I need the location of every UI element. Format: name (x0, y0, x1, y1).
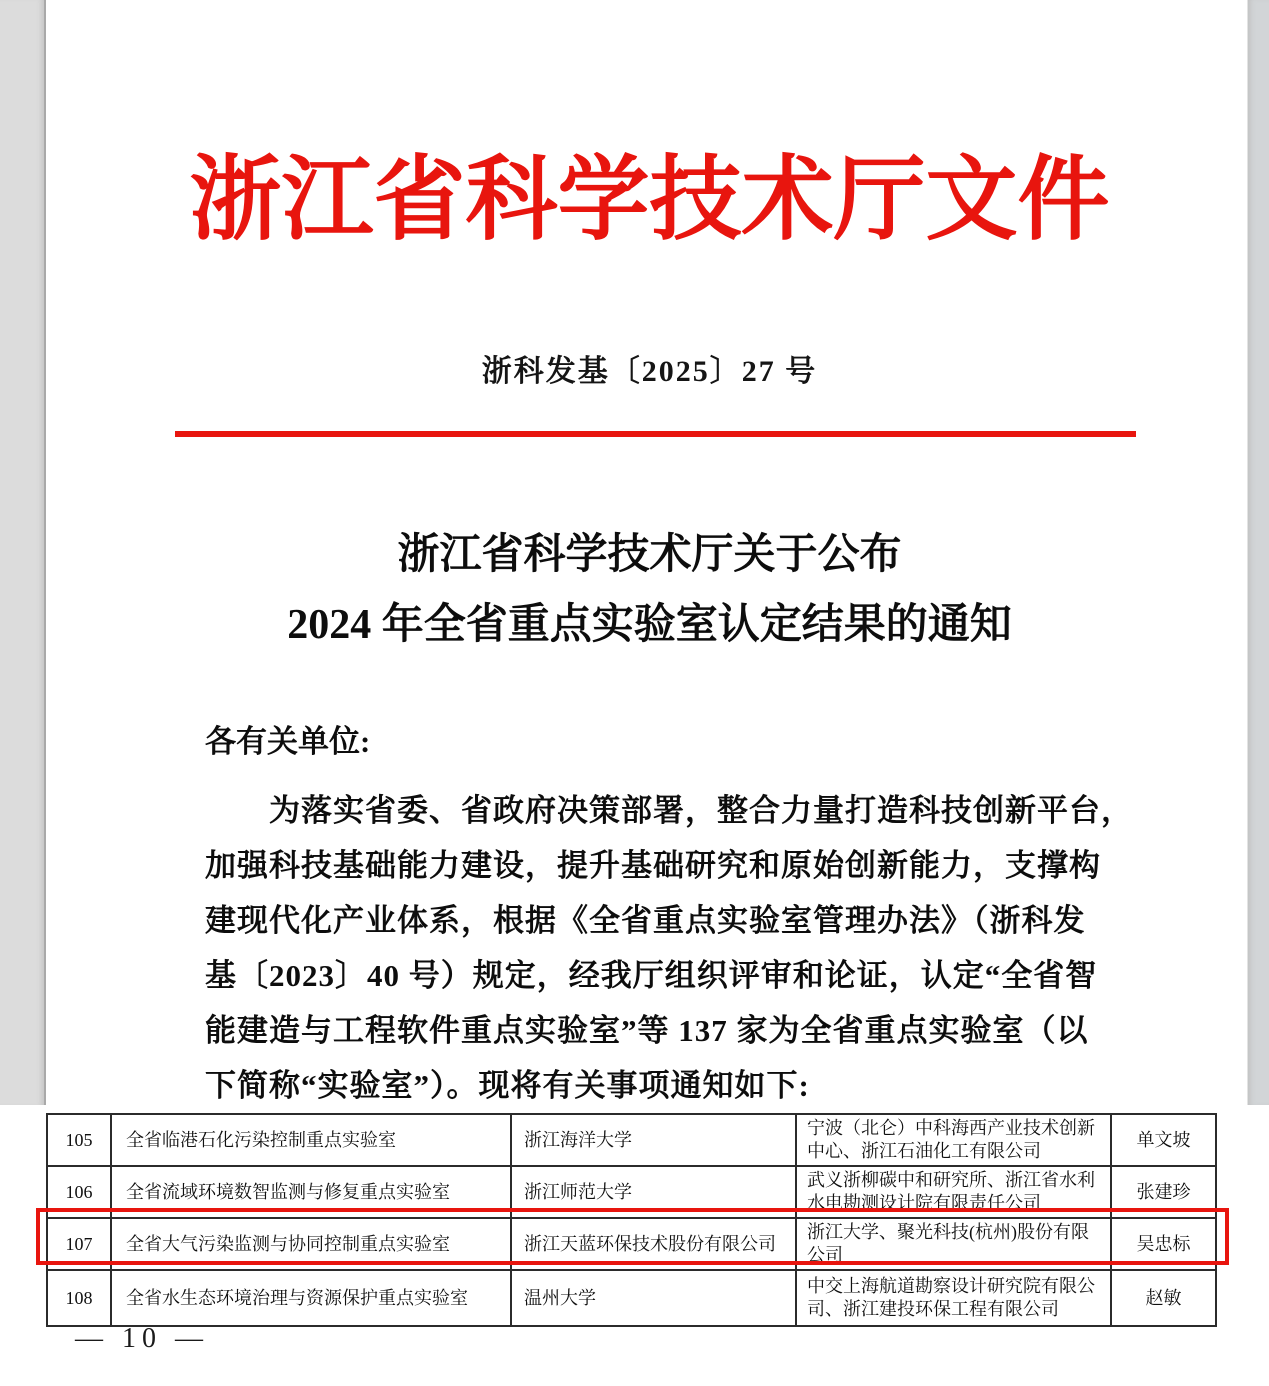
host-institution-cell: 浙江天蓝环保技术股份有限公司 (511, 1218, 796, 1270)
host-institution-cell: 温州大学 (511, 1270, 796, 1326)
partner-institutions-cell: 武义浙柳碳中和研究所、浙江省水利水电勘测设计院有限责任公司 (796, 1166, 1111, 1218)
page-left-scan-margin (0, 0, 46, 1105)
lab-name-cell: 全省流域环境数智监测与修复重点实验室 (111, 1166, 511, 1218)
partner-institutions-cell: 浙江大学、聚光科技(杭州)股份有限公司 (796, 1218, 1111, 1270)
partner-institutions-cell: 中交上海航道勘察设计研究院有限公司、浙江建投环保工程有限公司 (796, 1270, 1111, 1326)
director-name-cell: 赵敏 (1111, 1270, 1216, 1326)
notice-title (47, 520, 1252, 660)
lab-name-cell: 全省临港石化污染控制重点实验室 (111, 1114, 511, 1166)
document-letterhead-title: 浙江省科学技术厅文件 (189, 149, 1110, 251)
document-reference-number: 浙科发基〔2025〕27 号 (481, 355, 818, 388)
body-line: 基〔2023〕40 号）规定，经我厅组织评审和论证，认定“全省智 (205, 958, 1098, 993)
lab-results-table (46, 1113, 1217, 1327)
letterhead-divider-line (175, 431, 1136, 437)
table-row-107-highlighted (47, 1218, 1216, 1270)
page-number: — 10 — (75, 1323, 209, 1354)
partner-institutions-cell: 宁波（北仑）中科海西产业技术创新中心、浙江石油化工有限公司 (796, 1114, 1111, 1166)
host-institution-cell: 浙江师范大学 (511, 1166, 796, 1218)
table-row-105 (47, 1114, 1216, 1166)
table-row-106 (47, 1166, 1216, 1218)
body-line: 能建造与工程软件重点实验室”等 137 家为全省重点实验室（以 (205, 1013, 1089, 1048)
lab-name-cell: 全省大气污染监测与协同控制重点实验室 (111, 1218, 511, 1270)
salutation-text: 各有关单位: (205, 724, 371, 759)
notice-title-line2: 2024 年全省重点实验室认定结果的通知 (287, 602, 1012, 648)
row-number-cell: 106 (47, 1166, 111, 1218)
row-number-cell: 108 (47, 1270, 111, 1326)
row-number-cell: 105 (47, 1114, 111, 1166)
notice-body-paragraph (205, 783, 1140, 1113)
body-line: 下简称“实验室”）。现将有关事项通知如下: (205, 1068, 810, 1103)
director-name-cell: 单文坡 (1111, 1114, 1216, 1166)
director-name-cell: 张建珍 (1111, 1166, 1216, 1218)
director-name-cell: 吴忠标 (1111, 1218, 1216, 1270)
lab-name-cell: 全省水生态环境治理与资源保护重点实验室 (111, 1270, 511, 1326)
row-number-cell: 107 (47, 1218, 111, 1270)
host-institution-cell: 浙江海洋大学 (511, 1114, 796, 1166)
body-line: 为落实省委、省政府决策部署，整合力量打造科技创新平台， (269, 793, 1133, 828)
body-line: 加强科技基础能力建设，提升基础研究和原始创新能力，支撑构 (205, 848, 1101, 883)
table-row-108 (47, 1270, 1216, 1326)
body-line: 建现代化产业体系，根据《全省重点实验室管理办法》（浙科发 (205, 903, 1086, 938)
notice-title-line1: 浙江省科学技术厅关于公布 (397, 532, 902, 578)
